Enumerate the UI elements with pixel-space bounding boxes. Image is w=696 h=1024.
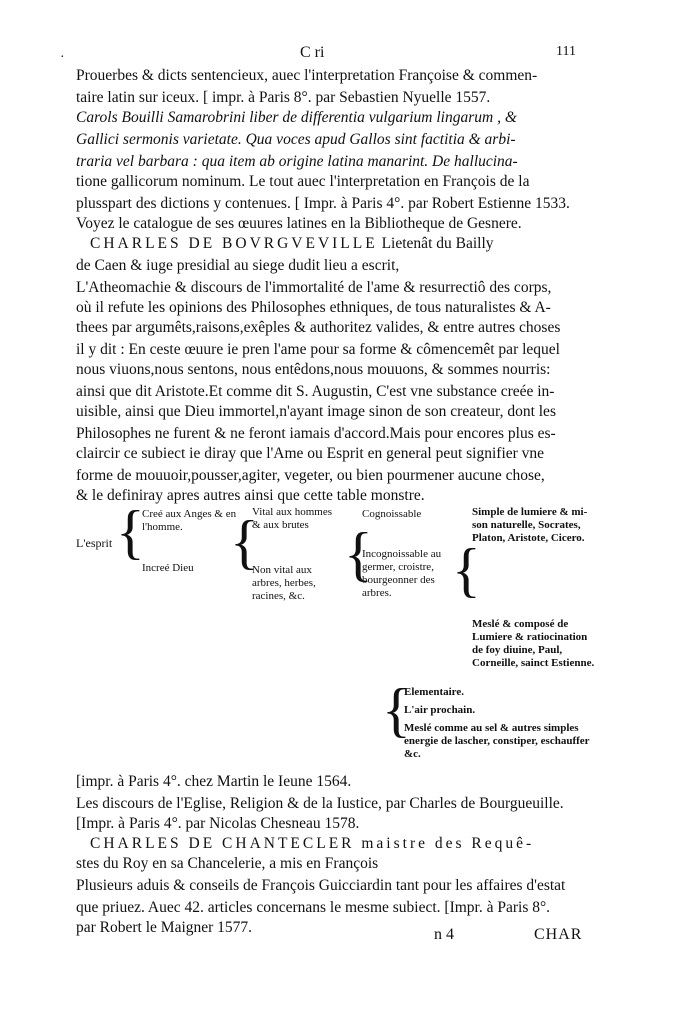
body-line: [impr. à Paris 4°. chez Martin le Ieune 1564. (76, 773, 352, 790)
body-line: Les discours de l'Eglise, Religion & de la Iustice, par Charles de Bourgueuille. (76, 795, 564, 812)
diagram-root: L'esprit (76, 536, 113, 550)
body-line: nous viuons,nous sentons, nous entêdons,nous mouuons, & sommes nourris: (76, 361, 551, 378)
page-number: 111 (556, 44, 576, 59)
brace-cognoissable: { (452, 537, 481, 603)
body-line: de Caen & iuge presidial au siege dudit lieu a escrit, (76, 257, 400, 274)
diagram-mesle: Meslé & composé de Lumiere & ratiocination de foy diuine, Paul, Corneille, sainct Estienne. (472, 618, 595, 669)
body-line: où il refute les opinions des Philosophes ethniques, de tous naturalistes & A- (76, 299, 551, 316)
body-line: ainsi que dit Aristote.Et comme dit S. Augustin, C'est vne substance creée in- (76, 383, 555, 400)
signature-mark: n 4 (434, 926, 454, 943)
body-line: Voyez le catalogue de ses œuures latines en la Bibliotheque de Gesnere. (76, 215, 522, 232)
diagram-incognoissable: Incognoissable au germer, croistre, bourgeonner des arbres. (362, 548, 442, 599)
body-line: L'Atheomachie & discours de l'immortalité de l'ame & resurrectiô des corps, (76, 279, 552, 296)
diagram-increate: Increé Dieu (142, 562, 194, 574)
header-left-mark: · (60, 50, 65, 65)
body-line: thees par argumêts,raisons,exêples & authoritez valides, & entre autres choses (76, 319, 561, 336)
author-heading-2: CHARLES DE CHANTECLER maistre des Requê- (90, 835, 535, 852)
body-line: uisible, ainsi que Dieu immortel,n'ayant image sinon de son createur, dont les (76, 403, 556, 420)
brace-elementaire: { (382, 677, 411, 743)
body-line: [Impr. à Paris 4°. par Nicolas Chesneau 1578. (76, 815, 360, 832)
body-line: que priuez. Auec 42. articles concernans le mesme subiect. [Impr. à Paris 8°. (76, 899, 551, 916)
body-line: stes du Roy en sa Chancelerie, a mis en François (76, 855, 379, 872)
diagram-cognoissable: Cognoissable (362, 508, 422, 520)
brace-creature: { (230, 509, 259, 575)
diagram-mesle2: Meslé comme au sel & autres simples energie de lascher, constiper, eschauffer &c. (404, 722, 590, 760)
diagram-vital: Vital aux hommes & aux brutes (252, 506, 332, 531)
brace-vital: { (344, 521, 373, 587)
body-line: Philosophes ne furent & ne feront iamais d'accord.Mais pour encores plus es- (76, 425, 556, 442)
brace-root: { (116, 499, 145, 565)
diagram-creature: Creé aux Anges & en l'homme. (142, 508, 237, 533)
body-line: taire latin sur iceux. [ impr. à Paris 8°. par Sebastien Nyuelle 1557. (76, 89, 491, 106)
body-line: Prouerbes & dicts sentencieux, auec l'interpretation Françoise & commen- (76, 67, 538, 84)
body-line: plusspart des dictions y contenues. [ Impr. à Paris 4°. par Robert Estienne 1533. (76, 195, 570, 212)
author-name: CHARLES DE BOVRGVEVILLE (90, 235, 378, 252)
author-title: Lietenât du Bailly (381, 235, 494, 252)
diagram-prochain: L'air prochain. (404, 704, 476, 716)
body-line: tione gallicorum nominum. Le tout auec l'interpretation en François de la (76, 173, 530, 190)
diagram-elementaire: Elementaire. (404, 686, 464, 698)
header-center: C ri (300, 44, 325, 61)
body-line: forme de mouuoir,pousser,agiter, vegeter, ou bien pourmener aucune chose, (76, 467, 545, 484)
catchword: CHAR (534, 926, 583, 943)
diagram-simple: Simple de lumiere & mi-son naturelle, Socrates, Platon, Aristote, Cicero. (472, 506, 588, 544)
diagram-nonvital: Non vital aux arbres, herbes, racines, &c. (252, 564, 316, 602)
author-heading (90, 234, 494, 254)
body-line: & le definiray apres autres ainsi que cette table monstre. (76, 487, 425, 504)
body-line: traria vel barbara : qua item ab origine latina manarint. De hallucina- (76, 153, 518, 170)
body-line: claircir ce subiect ie diray que l'Ame ou Esprit en general peut signifier vne (76, 445, 545, 462)
body-line: Carols Bouilli Samarobrini liber de differentia vulgarium lingarum , & (76, 109, 517, 126)
body-line: il y dit : En ceste œuure ie pren l'ame pour sa forme & cômencemêt par lequel (76, 341, 560, 358)
body-line: Gallici sermonis varietate. Qua voces apud Gallos sint factitia & arbi- (76, 131, 516, 148)
body-line: par Robert le Maigner 1577. (76, 919, 253, 936)
body-line: Plusieurs aduis & conseils de François Guicciardin tant pour les affaires d'estat (76, 877, 566, 894)
